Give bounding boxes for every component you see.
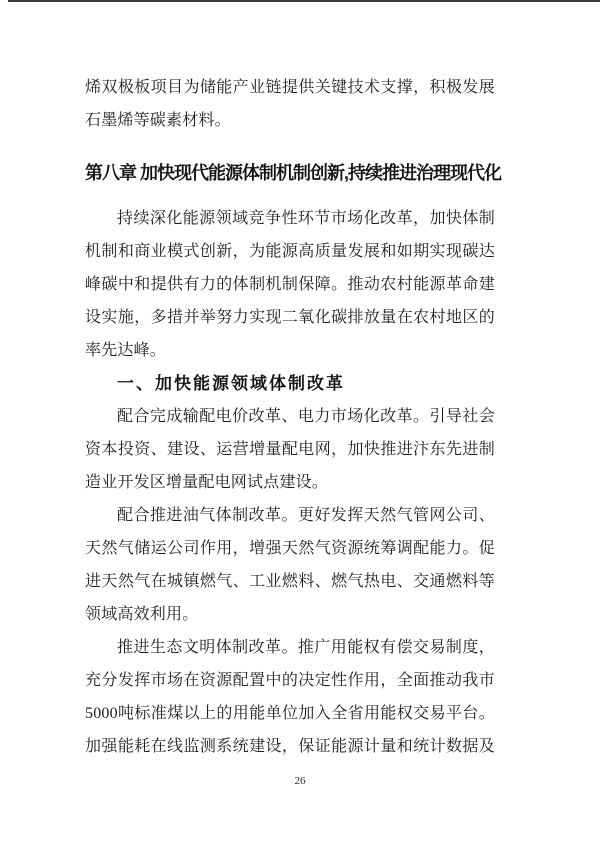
paragraph-line: 设实施，多措并举努力实现二氧化碳排放量在农村地区的 [85, 309, 495, 326]
paragraph-line: 天然气储运公司作用，增强天然气资源统筹调配能力。促 [85, 540, 495, 557]
paragraph-line: 资本投资、建设、运营增量配电网，加快推进汴东先进制 [85, 441, 495, 458]
screenshot-top-edge [8, 0, 600, 2]
intro-paragraph-line: 烯双极板项目为储能产业链提供关键技术支撑，积极发展 [85, 79, 495, 96]
paragraph-line: 造业开发区增量配电网试点建设。 [85, 474, 329, 491]
section-heading: 一、加快能源领域体制改革 [117, 374, 345, 393]
paragraph-line: 加强能耗在线监测系统建设，保证能源计量和统计数据及 [85, 738, 495, 755]
intro-paragraph-line: 石墨烯等碳素材料。 [85, 112, 231, 129]
paragraph-line: 机制和商业模式创新，为能源高质量发展和如期实现碳达 [85, 243, 495, 260]
paragraph-line: 峰碳中和提供有力的体制机制保障。推动农村能源革命建 [85, 276, 495, 293]
paragraph-line: 充分发挥市场在资源配置中的决定性作用，全面推动我市 [85, 672, 495, 689]
paragraph-line: 进天然气在城镇燃气、工业燃料、燃气热电、交通燃料等 [85, 573, 495, 590]
paragraph-line: 率先达峰。 [85, 342, 167, 359]
paragraph-line: 持续深化能源领域竞争性环节市场化改革，加快体制 [117, 210, 495, 227]
paragraph-line: 5000吨标准煤以上的用能单位加入全省用能权交易平台。 [85, 705, 495, 722]
paragraph-line: 配合完成输配电价改革、电力市场化改革。引导社会 [117, 408, 495, 425]
paragraph-line: 配合推进油气体制改革。更好发挥天然气管网公司、 [117, 507, 495, 524]
paragraph-line: 推进生态文明体制改革。推广用能权有偿交易制度， [117, 639, 495, 656]
chapter-heading: 第八章 加快现代能源体制机制创新,持续推进治理现代化 [85, 163, 501, 183]
paragraph-line: 领域高效利用。 [85, 606, 199, 623]
page-number: 26 [294, 775, 306, 787]
